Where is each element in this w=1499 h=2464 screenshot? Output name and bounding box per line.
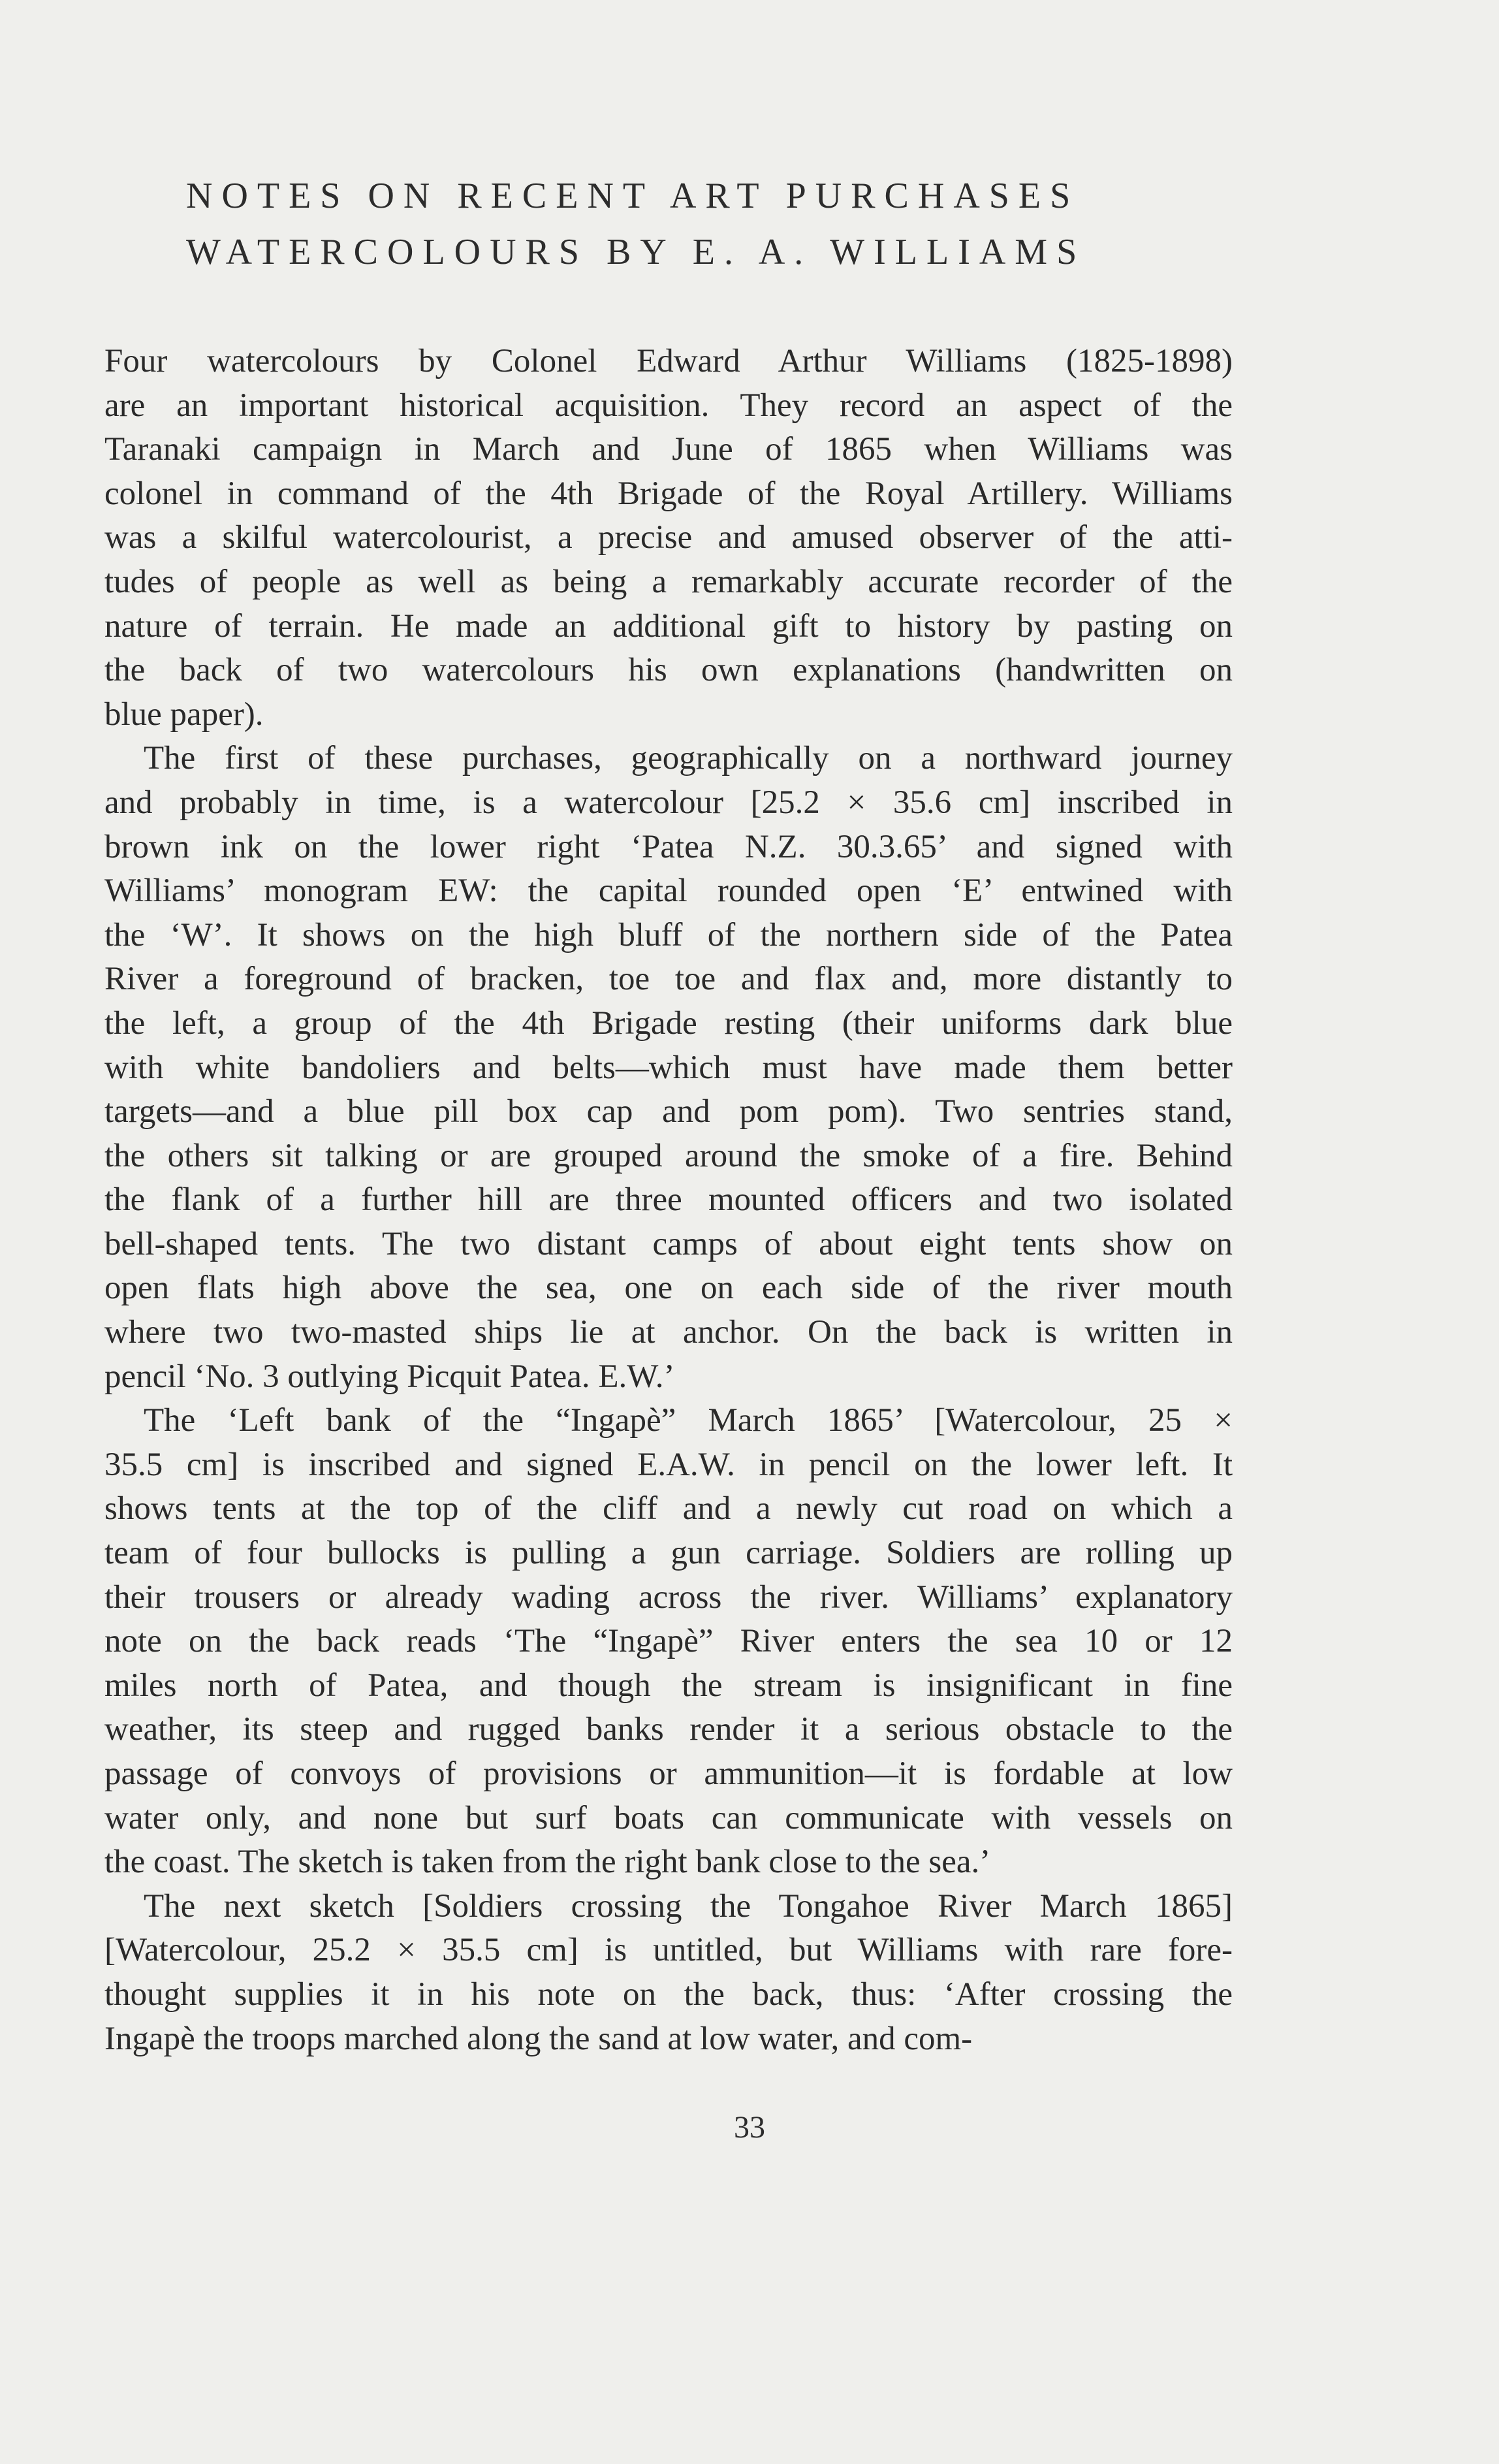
text-line: weather, its steep and rugged banks render it a serious obstacle to the: [104, 1711, 1233, 1748]
text-line: water only, and none but surf boats can communicate with vessels on: [104, 1799, 1233, 1836]
text-line: open flats high above the sea, one on each side of the river mouth: [104, 1270, 1233, 1307]
text-line: The ‘Left bank of the “Ingapè” March 1865’ [Watercolour, 25 ×: [144, 1402, 1233, 1439]
paragraph: [104, 1399, 1233, 1885]
text-line: are an important historical acquisition. They record an aspect of the: [104, 387, 1233, 424]
article-title: NOTES ON RECENT ART PURCHASES: [186, 176, 1080, 216]
text-line: bell-shaped tents. The two distant camps of about eight tents show on: [104, 1225, 1233, 1262]
text-line: miles north of Patea, and though the stream is insignificant in fine: [104, 1667, 1233, 1704]
text-line: targets—and a blue pill box cap and pom pom). Two sentries stand,: [104, 1093, 1233, 1130]
text-line: Williams’ monogram EW: the capital rounded open ‘E’ entwined with: [104, 872, 1233, 910]
text-line: tudes of people as well as being a remarkably accurate recorder of the: [104, 563, 1233, 600]
text-line: the back of two watercolours his own explanations (handwritten on: [104, 652, 1233, 689]
text-line: the left, a group of the 4th Brigade resting (their uniforms dark blue: [104, 1004, 1233, 1042]
text-line: passage of convoys of provisions or ammunition—it is fordable at low: [104, 1755, 1233, 1792]
text-line: Ingapè the troops marched along the sand at low water, and com-: [104, 2020, 973, 2057]
text-line: River a foreground of bracken, toe toe and flax and, more distantly to: [104, 961, 1233, 998]
text-line: 35.5 cm] is inscribed and signed E.A.W. in pencil on the lower left. It: [104, 1446, 1233, 1483]
text-line: the others sit talking or are grouped around the smoke of a fire. Behind: [104, 1137, 1233, 1174]
text-line: the ‘W’. It shows on the high bluff of the northern side of the Patea: [104, 916, 1233, 953]
text-line: brown ink on the lower right ‘Patea N.Z. 30.3.65’ and signed with: [104, 828, 1233, 865]
text-line: the flank of a further hill are three mounted officers and two isolated: [104, 1181, 1233, 1219]
text-line: note on the back reads ‘The “Ingapè” River enters the sea 10 or 12: [104, 1623, 1233, 1660]
paragraph: [104, 340, 1233, 737]
paragraph: [104, 1885, 1233, 2061]
text-line: The first of these purchases, geographically on a northward journey: [144, 740, 1233, 777]
text-line: Four watercolours by Colonel Edward Arthur Williams (1825-1898): [104, 343, 1233, 379]
paragraph: [104, 737, 1233, 1399]
text-line: colonel in command of the 4th Brigade of the Royal Artillery. Williams: [104, 475, 1233, 512]
text-line: blue paper).: [104, 696, 264, 733]
text-line: where two two-masted ships lie at anchor. On the back is written in: [104, 1314, 1233, 1351]
text-line: was a skilful watercolourist, a precise and amused observer of the atti-: [104, 519, 1233, 556]
page-number: 33: [734, 2110, 765, 2145]
text-line: Taranaki campaign in March and June of 1865 when Williams was: [104, 431, 1233, 468]
text-line: team of four bullocks is pulling a gun carriage. Soldiers are rolling up: [104, 1535, 1233, 1572]
text-line: nature of terrain. He made an additional gift to history by pasting on: [104, 607, 1233, 645]
article-body: [104, 340, 1233, 2061]
text-line: and probably in time, is a watercolour [25.2 × 35.6 cm] inscribed in: [104, 784, 1233, 821]
text-line: their trousers or already wading across the river. Williams’ explanatory: [104, 1578, 1233, 1616]
text-line: with white bandoliers and belts—which must have made them better: [104, 1049, 1233, 1086]
text-line: [Watercolour, 25.2 × 35.5 cm] is untitled, but Williams with rare fore-: [104, 1932, 1233, 1969]
text-line: thought supplies it in his note on the back, thus: ‘After crossing the: [104, 1976, 1233, 2013]
text-line: shows tents at the top of the cliff and a newly cut road on which a: [104, 1490, 1233, 1528]
text-line: pencil ‘No. 3 outlying Picquit Patea. E.W.’: [104, 1358, 675, 1395]
article-subtitle: WATERCOLOURS BY E. A. WILLIAMS: [186, 232, 1086, 272]
text-line: the coast. The sketch is taken from the right bank close to the sea.’: [104, 1844, 991, 1881]
text-line: The next sketch [Soldiers crossing the Tongahoe River March 1865]: [144, 1887, 1233, 1925]
